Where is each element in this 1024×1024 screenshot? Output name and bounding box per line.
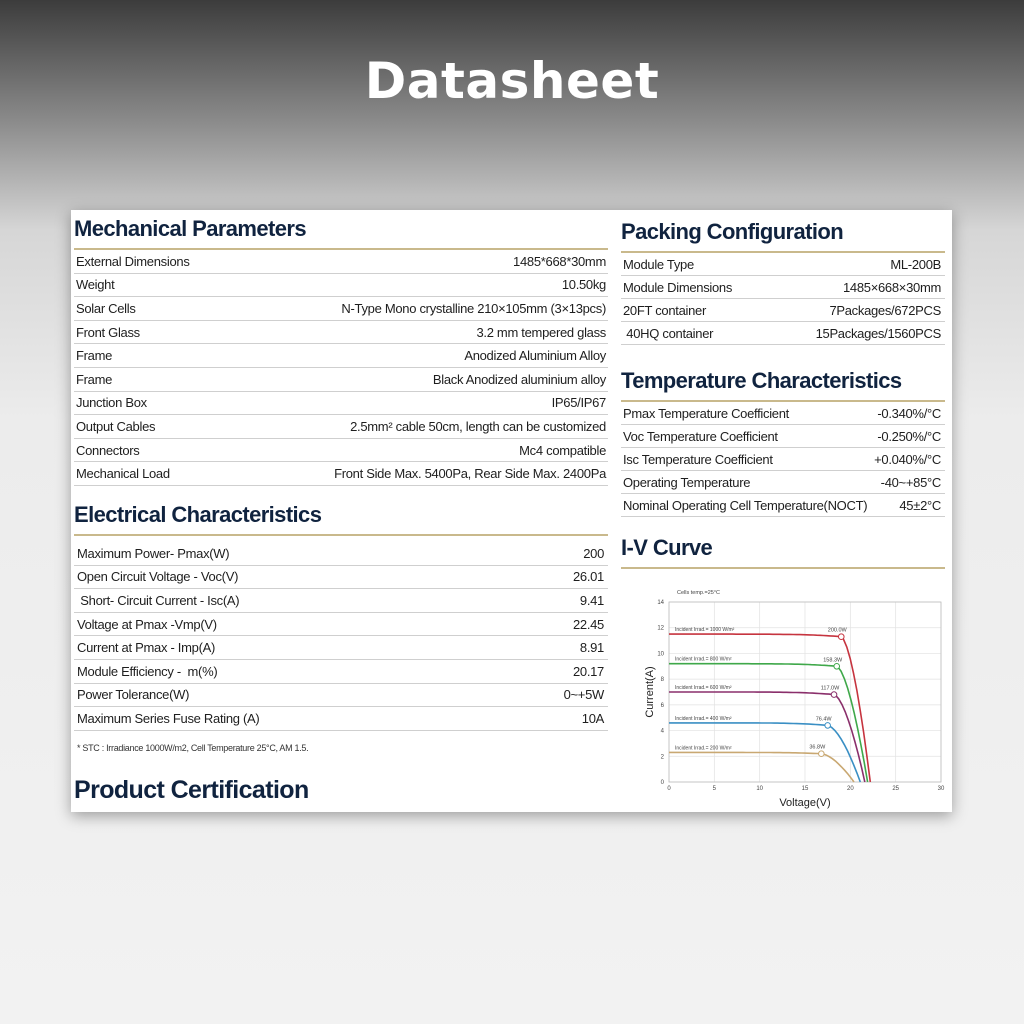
right-column [621, 210, 945, 569]
y-tick-label: 0 [660, 780, 664, 786]
temperature-row [621, 494, 945, 517]
temperature-annotation: Cells temp.=25°C [677, 590, 721, 596]
iv-series-line [669, 692, 865, 782]
packing-configuration-table [621, 253, 945, 345]
mechanical-row [74, 415, 608, 439]
electrical-value: 200 [583, 545, 604, 561]
electrical-value: 0~+5W [563, 687, 604, 703]
packing-value: ML-200B [890, 256, 941, 272]
x-tick-label: 20 [846, 786, 854, 792]
packing-label: Module Type [623, 256, 694, 272]
x-tick-label: 25 [892, 786, 900, 792]
electrical-label: Open Circuit Voltage - Voc(V) [77, 569, 239, 585]
mechanical-value: Black Anodized aluminium alloy [432, 371, 606, 387]
electrical-label: Maximum Power- Pmax(W) [77, 545, 230, 561]
y-tick-label: 4 [660, 728, 664, 735]
mechanical-label: Solar Cells [76, 300, 136, 316]
electrical-characteristics-table [74, 542, 608, 731]
max-power-label: 76.4W [815, 716, 832, 723]
datasheet-panel [71, 210, 952, 812]
mechanical-parameters-title: Mechanical Parameters [74, 216, 608, 250]
y-tick-label: 14 [657, 600, 664, 606]
packing-row [621, 253, 945, 276]
mechanical-row [74, 297, 608, 321]
y-tick-label: 8 [660, 677, 664, 684]
max-power-point [834, 663, 840, 669]
mechanical-label: Mechanical Load [76, 466, 170, 482]
x-tick-label: 10 [756, 786, 764, 792]
packing-label: 20FT container [623, 302, 706, 318]
electrical-label: Voltage at Pmax -Vmp(V) [77, 616, 217, 632]
electrical-value: 22.45 [572, 616, 604, 632]
packing-value: 15Packages/1560PCS [815, 325, 941, 341]
x-tick-label: 5 [712, 786, 717, 792]
max-power-label: 158.3W [823, 657, 843, 664]
max-power-point [831, 692, 837, 698]
electrical-label: Short- Circuit Current - Isc(A) [77, 592, 240, 608]
mechanical-row [74, 344, 608, 368]
packing-label: Module Dimensions [623, 279, 733, 295]
mechanical-row [74, 250, 608, 274]
temperature-value: -0.250%/°C [877, 428, 941, 444]
packing-value: 7Packages/672PCS [829, 302, 941, 318]
y-tick-label: 6 [660, 702, 664, 709]
max-power-label: 117.0W [820, 685, 840, 692]
electrical-row [74, 542, 608, 566]
iv-curve-svg [621, 582, 951, 810]
iv-series-line [669, 752, 854, 782]
series-label: Incident Irrad.= 600 W/m² [675, 685, 732, 691]
series-label: Incident Irrad.= 200 W/m² [675, 745, 732, 752]
mechanical-label: Weight [76, 277, 115, 293]
mechanical-value: IP65/IP67 [551, 395, 606, 411]
electrical-row [74, 613, 608, 637]
mechanical-row [74, 439, 608, 463]
y-tick-label: 12 [657, 625, 664, 632]
electrical-row [74, 684, 608, 708]
electrical-row [74, 707, 608, 731]
temperature-value: +0.040%/°C [874, 451, 941, 467]
iv-curve-title: I-V Curve [621, 535, 945, 569]
temperature-row [621, 448, 945, 471]
mechanical-row [74, 274, 608, 298]
temperature-characteristics-title: Temperature Characteristics [621, 368, 945, 402]
packing-label: 40HQ container [623, 325, 714, 341]
left-column [74, 210, 608, 753]
electrical-row [74, 660, 608, 684]
electrical-label: Power Tolerance(W) [77, 687, 190, 703]
electrical-row [74, 636, 608, 660]
mechanical-label: Front Glass [76, 324, 140, 340]
x-tick-label: 0 [667, 786, 671, 792]
packing-value: 1485×668×30mm [842, 279, 941, 295]
mechanical-row [74, 392, 608, 416]
mechanical-label: Frame [76, 348, 113, 364]
mechanical-label: External Dimensions [76, 253, 190, 269]
product-certification-title: Product Certification [74, 776, 309, 804]
mechanical-row [74, 368, 608, 392]
mechanical-label: Junction Box [76, 395, 147, 411]
mechanical-parameters-table [74, 250, 608, 486]
temperature-row [621, 471, 945, 494]
series-label: Incident Irrad.= 400 W/m² [675, 715, 732, 722]
series-label: Incident Irrad.= 800 W/m² [675, 656, 732, 663]
electrical-row [74, 566, 608, 590]
electrical-characteristics-title: Electrical Characteristics [74, 502, 608, 536]
temperature-characteristics-table [621, 402, 945, 517]
electrical-value: 26.01 [572, 569, 604, 585]
page-title: Datasheet [364, 52, 660, 110]
x-axis-label: Voltage(V) [779, 797, 831, 809]
mechanical-row [74, 462, 608, 486]
mechanical-row [74, 321, 608, 345]
mechanical-value: 10.50kg [561, 277, 606, 293]
temperature-label: Pmax Temperature Coefficient [623, 405, 789, 421]
packing-row [621, 276, 945, 299]
x-tick-label: 30 [937, 786, 945, 792]
electrical-label: Maximum Series Fuse Rating (A) [77, 710, 260, 726]
max-power-point [825, 723, 831, 729]
mechanical-value: 3.2 mm tempered glass [476, 324, 606, 340]
electrical-value: 9.41 [579, 592, 604, 608]
max-power-point [838, 634, 844, 640]
temperature-value: 45±2°C [899, 497, 941, 513]
electrical-value: 8.91 [579, 640, 604, 656]
temperature-value: -0.340%/°C [877, 405, 941, 421]
y-axis-label: Current(A) [644, 666, 656, 718]
packing-configuration-title: Packing Configuration [621, 219, 945, 253]
electrical-value: 10A [581, 710, 604, 726]
mechanical-value: Anodized Aluminium Alloy [464, 348, 606, 364]
mechanical-label: Connectors [76, 442, 140, 458]
iv-curve-chart [621, 582, 951, 810]
temperature-label: Operating Temperature [623, 474, 751, 490]
max-power-point [819, 751, 825, 757]
temperature-row [621, 402, 945, 425]
mechanical-value: Front Side Max. 5400Pa, Rear Side Max. 2400Pa [334, 466, 606, 482]
mechanical-label: Frame [76, 371, 113, 387]
temperature-label: Voc Temperature Coefficient [623, 428, 778, 444]
mechanical-value: Mc4 compatible [519, 442, 606, 458]
temperature-row [621, 425, 945, 448]
series-label: Incident Irrad.= 1000 W/m² [675, 627, 735, 634]
mechanical-label: Output Cables [76, 418, 156, 434]
mechanical-value: 2.5mm² cable 50cm, length can be customized [350, 418, 606, 434]
mechanical-value: N-Type Mono crystalline 210×105mm (3×13pcs) [341, 300, 606, 316]
packing-row [621, 322, 945, 345]
electrical-row [74, 589, 608, 613]
stc-note: * STC : Irradiance 1000W/m2, Cell Temperature 25°C, AM 1.5. [77, 742, 309, 753]
temperature-label: Nominal Operating Cell Temperature(NOCT) [623, 497, 868, 513]
temperature-value: -40~+85°C [880, 474, 941, 490]
y-tick-label: 10 [657, 651, 664, 658]
electrical-label: Module Efficiency - m(%) [77, 663, 218, 679]
max-power-label: 200.0W [827, 627, 847, 634]
electrical-label: Current at Pmax - Imp(A) [77, 640, 215, 656]
x-tick-label: 15 [801, 786, 809, 792]
mechanical-value: 1485*668*30mm [513, 253, 606, 269]
max-power-label: 36.8W [809, 744, 826, 751]
packing-row [621, 299, 945, 322]
electrical-value: 20.17 [572, 663, 604, 679]
y-tick-label: 2 [660, 754, 664, 761]
temperature-label: Isc Temperature Coefficient [623, 451, 773, 467]
